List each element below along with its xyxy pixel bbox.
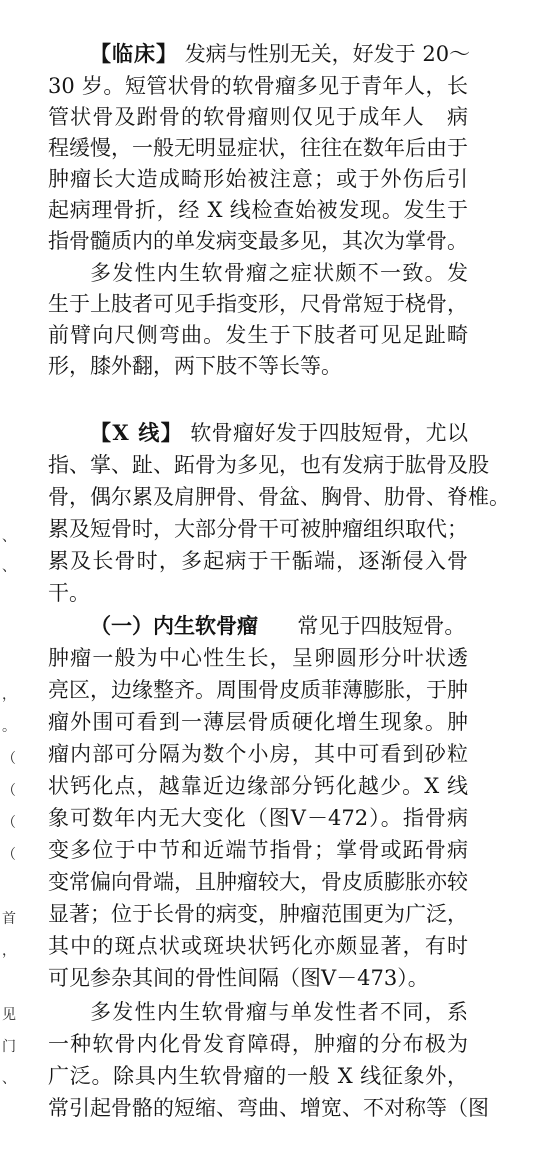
margin-mark: （ bbox=[2, 783, 16, 799]
clinical-line-6: 起病理骨折，经 X 线检查始被发现。发生于 bbox=[48, 198, 468, 222]
clinical-heading: 【临床】 bbox=[90, 41, 178, 66]
sub1-line-6: 象可数年内无大变化（图Ⅴ－472）。指骨病 bbox=[48, 806, 468, 830]
sub1-line-10: 其中的斑点状或斑块状钙化亦颇显著，有时 bbox=[48, 934, 468, 958]
clinical-line-1: 发病与性别无关，好发于 20～ bbox=[184, 42, 471, 66]
margin-mark: ， bbox=[2, 687, 16, 703]
sub1-lead: 常见于四肢短骨。 bbox=[297, 614, 466, 638]
clinical-p2-line-2: 生于上肢者可见手指变形，尺骨常短于桡骨， bbox=[48, 292, 468, 316]
margin-mark: 、 bbox=[2, 529, 16, 545]
sub1-line-7: 变多位于中节和近端节指骨；掌骨或跖骨病 bbox=[48, 838, 468, 862]
sub1-p2-line-4: 常引起骨骼的短缩、弯曲、增宽、不对称等（图 bbox=[48, 1096, 489, 1120]
xray-line-6: 干。 bbox=[48, 581, 90, 605]
margin-mark: 门 bbox=[2, 1039, 16, 1055]
sub1-line-5: 状钙化点，越靠近边缘部分钙化越少。X 线 bbox=[48, 774, 468, 798]
xray-line-2: 指、掌、趾、跖骨为多见，也有发病于肱骨及股 bbox=[48, 453, 489, 477]
xray-line-5: 累及长骨时，多起病于干骺端，逐渐侵入骨 bbox=[48, 549, 468, 573]
sub1-line-4: 瘤内部可分隔为数个小房，其中可看到砂粒 bbox=[48, 742, 468, 766]
xray-line-1: 软骨瘤好发于四肢短骨，尤以 bbox=[190, 421, 468, 445]
sub1-line-3: 瘤外围可看到一薄层骨质硬化增生现象。肿 bbox=[48, 710, 468, 734]
xray-line-3: 骨，偶尔累及肩胛骨、骨盆、胸骨、肋骨、脊椎。 bbox=[48, 485, 510, 509]
xray-first-line bbox=[90, 417, 468, 449]
margin-mark: （ bbox=[2, 815, 16, 831]
sub1-p2-line-1: 多发性内生软骨瘤与单发性者不同，系 bbox=[90, 1000, 468, 1024]
sub1-line-8: 变常偏向骨端，且肿瘤较大，骨皮质膨胀亦较 bbox=[48, 870, 468, 894]
sub1-p2-line-3: 广泛。除具内生软骨瘤的一般 X 线征象外， bbox=[48, 1064, 468, 1088]
margin-mark: 、 bbox=[2, 1071, 16, 1087]
clinical-first-line bbox=[90, 38, 471, 70]
xray-heading: 【X 线】 bbox=[90, 420, 184, 445]
sub1-line-1: 肿瘤一般为中心性生长，呈卵圆形分叶状透 bbox=[48, 646, 468, 670]
margin-mark: 、 bbox=[2, 559, 16, 575]
margin-mark: 见 bbox=[2, 1007, 16, 1023]
clinical-line-4: 程缓慢，一般无明显症状，往往在数年后由于 bbox=[48, 136, 468, 160]
sub1-line-2: 亮区，边缘整齐。周围骨皮质菲薄膨胀，于肿 bbox=[48, 678, 468, 702]
clinical-p2-line-4: 形，膝外翻，两下肢不等长等。 bbox=[48, 354, 342, 378]
sub1-first-line bbox=[90, 610, 468, 642]
clinical-line-5: 肿瘤长大造成畸形始被注意；或于外伤后引 bbox=[48, 167, 468, 191]
sub1-line-11: 可见参杂其间的骨性间隔（图Ⅴ－473）。 bbox=[48, 966, 429, 990]
clinical-p2-line-1: 多发性内生软骨瘤之症状颇不一致。发 bbox=[90, 261, 468, 285]
clinical-line-3: 管状骨及跗骨的软骨瘤则仅见于成年人 病 bbox=[48, 105, 468, 129]
clinical-p2-line-3: 前臂向尺侧弯曲。发生于下肢者可见足趾畸 bbox=[48, 323, 468, 347]
clinical-line-7: 指骨髓质内的单发病变最多见，其次为掌骨。 bbox=[48, 229, 468, 253]
margin-mark: ， bbox=[2, 943, 16, 959]
margin-mark: （ bbox=[2, 751, 16, 767]
sub1-line-9: 显著；位于长骨的病变，肿瘤范围更为广泛， bbox=[48, 902, 468, 926]
sub1-p2-line-2: 一种软骨内化骨发育障碍，肿瘤的分布极为 bbox=[48, 1032, 468, 1056]
margin-mark: （ bbox=[2, 847, 16, 863]
margin-mark: 。 bbox=[2, 719, 16, 735]
clinical-line-2: 30 岁。短管状骨的软骨瘤多见于青年人，长 bbox=[48, 74, 468, 98]
margin-mark: 首 bbox=[2, 911, 16, 927]
sub1-heading: （一）内生软骨瘤 bbox=[90, 613, 258, 638]
xray-line-4: 累及短骨时，大部分骨干可被肿瘤组织取代； bbox=[48, 517, 468, 541]
